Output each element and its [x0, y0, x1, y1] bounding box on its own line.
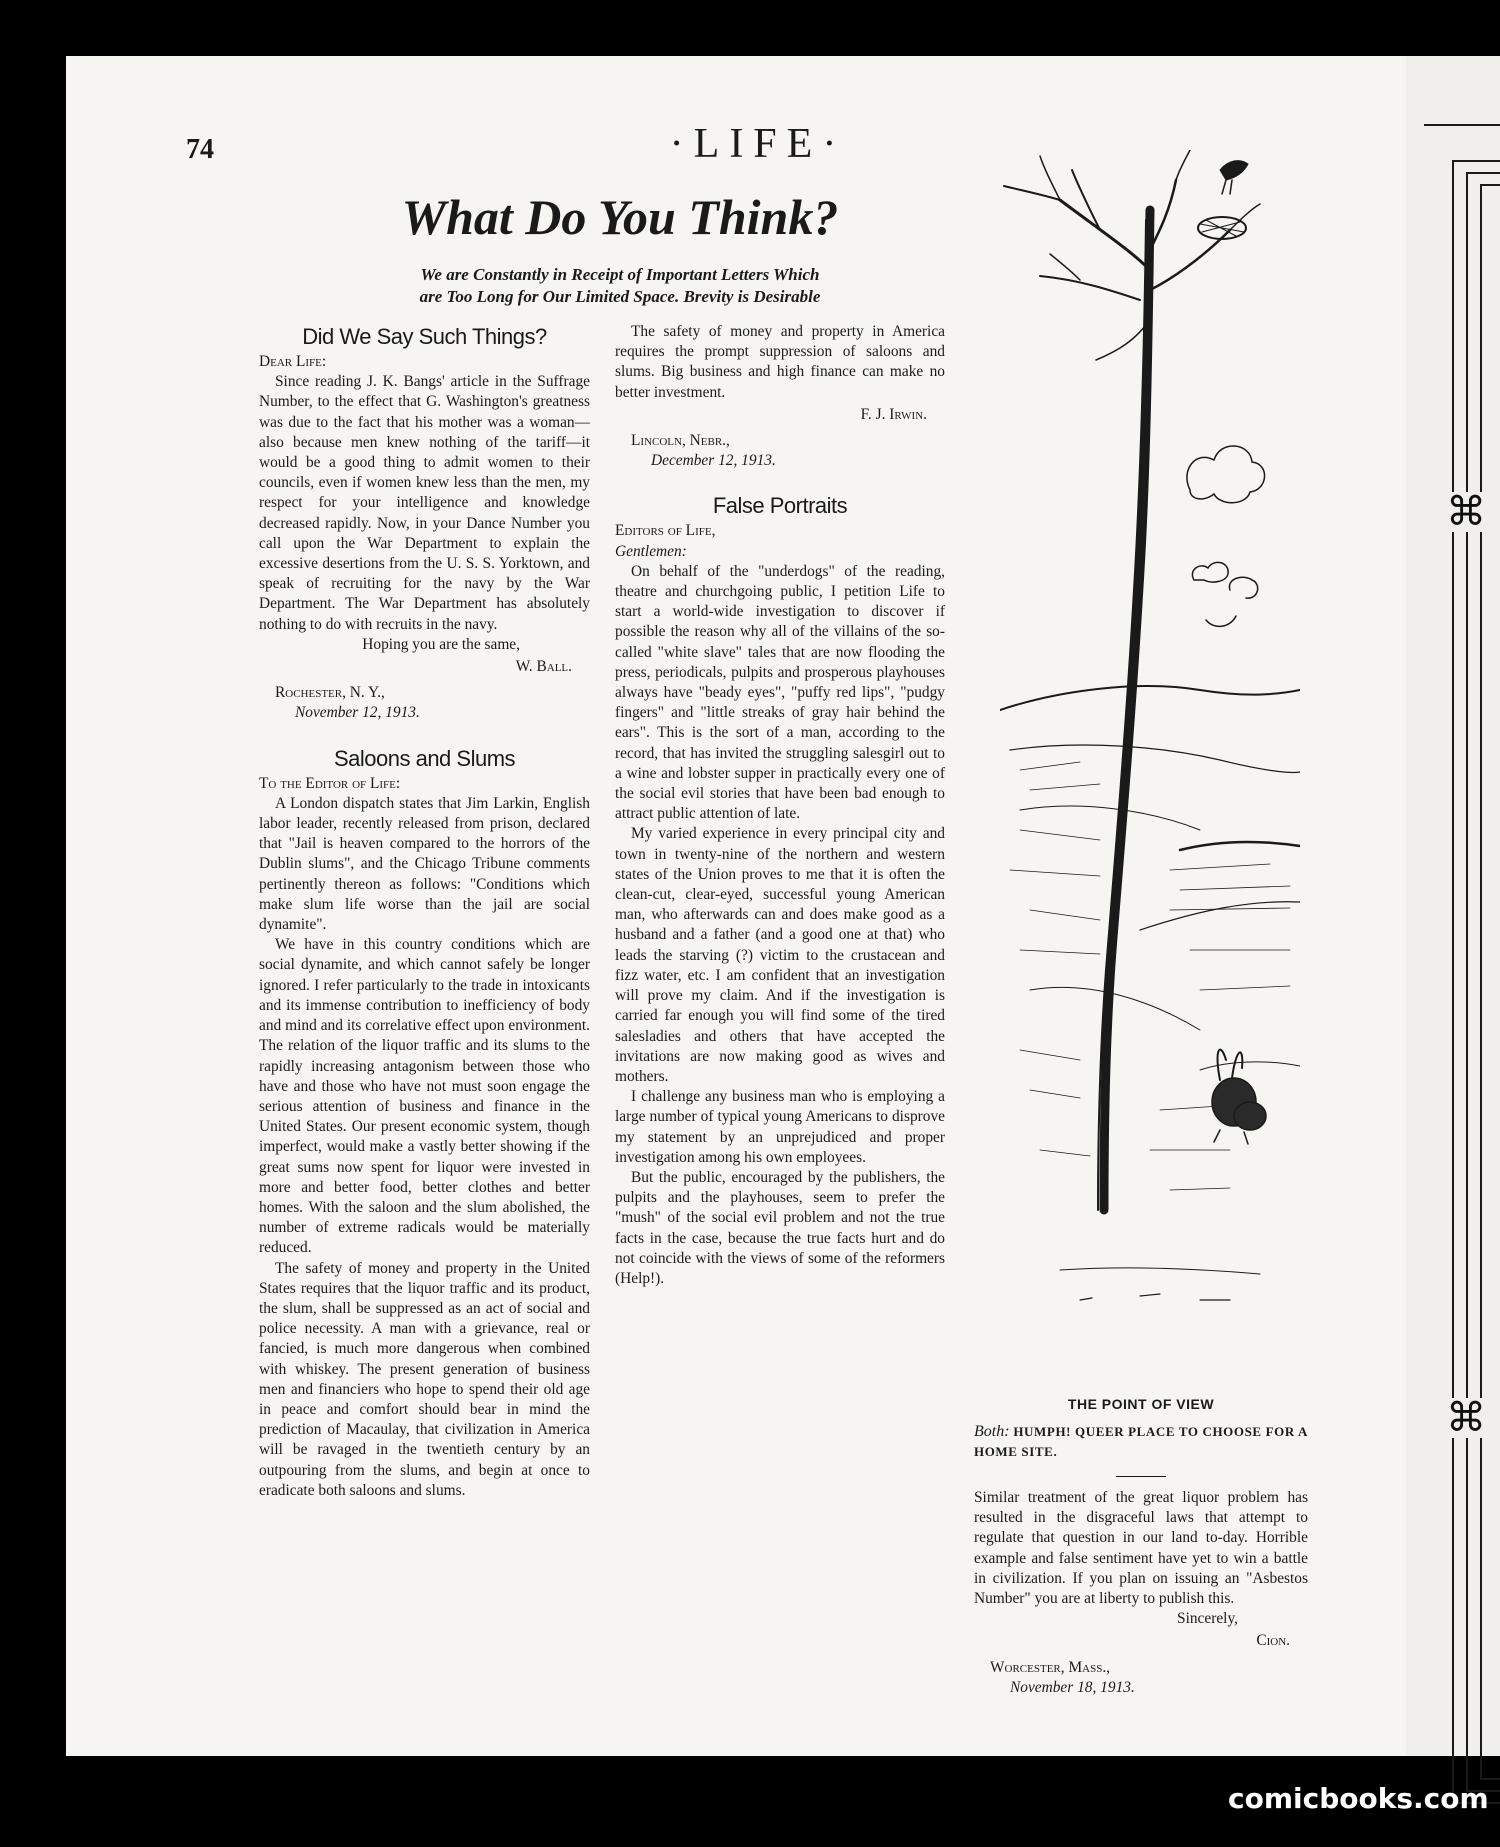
tree-cartoon-illustration: [1000, 150, 1300, 1390]
letter-paragraph: On behalf of the "underdogs" of the reading, theatre and churchgoing public, I petition Life to start a world-wide investigation to discover if possible the reason why all of the villains of the so-called "white slave" tales that are now flooding the press, periodicals, pulpits and prosperous playhouses always have "beady eyes", "puffy red lips", "pudgy fingers" and "little streaks of gray hair behind the ears". This is the sort of a man, according to the record, that has invited the struggling salesgirl out to a wine and lobster supper in practically every one of the social evil stories that have been bad enough to attract public attention of late.: [615, 562, 945, 823]
place: Lincoln, Nebr.,: [631, 432, 730, 450]
signature: Cion.: [1256, 1632, 1290, 1650]
adjacent-page-edge: [1406, 56, 1500, 1756]
decorative-border: [1480, 184, 1500, 1780]
adjacent-page-rule: [1424, 124, 1500, 126]
salutation: Dear Life:: [259, 353, 327, 370]
letter-paragraph: My varied experience in every principal city and town in twenty-nine of the northern and western states of the Union proves to me that it is often the clean-cut, clear-eyed, successful young American man, who afterwards can and does make good as a husband and a father (and a good one at that) who leads the starving (?) victim to the crustacean and fizz water, etc. I am confident that an investigation will prove my claim. And if the investigation is carried far enough you will find some of the tired salesladies and others that have accepted the invitations are now making good as wives and mothers.: [615, 825, 945, 1085]
signature: W. Ball.: [515, 658, 572, 676]
letter-heading: Did We Say Such Things?: [302, 324, 547, 349]
caption-text-block: [974, 1422, 1308, 1462]
subtitle-line: We are Constantly in Receipt of Important Letters Which: [420, 265, 820, 284]
place: Rochester, N. Y.,: [275, 684, 385, 702]
letter-paragraph: We have in this country conditions which are social dynamite, and which cannot safely be longer ignored. I refer particularly to the trade in intoxicants and its immense contribution to inefficiency of body and mind and its correlative effect upon environment. The relation of the liquor traffic and its slums to the rapidly increasing antagonism between those who have and those who have not must soon engage the serious attention of business and finance in the United States. Our present economic system, though imperfect, would make a vastly better showing if the great sums now spent for liquor were invested in more and better food, better clothes and better homes. With the saloon and the slum abolished, the number of extreme radicals would be materially reduced.: [259, 936, 590, 1257]
cartoon-caption: [974, 1396, 1308, 1477]
spacer: [615, 471, 945, 491]
caption-rule: [1116, 1476, 1166, 1477]
salutation: Editors of Life,: [615, 522, 716, 540]
letter-paragraph: A London dispatch states that Jim Larkin, English labor leader, recently released from prison, declared that "Jail is heaven compared to the horrors of the Dublin slums", and the Chicago Tribune comments pertinently thereon as follows: "Conditions which make slum life worse than the jail are social dynamite".: [259, 794, 590, 934]
caption-speaker: Both:: [974, 1423, 1010, 1440]
letter-paragraph: Similar treatment of the great liquor problem has resulted in the disgraceful laws that attempt to regulate that question in our land to-day. Horrible example and false sentiment have yet to win a battle in civilization. If you plan on issuing an "Asbestos Number" you are at liberty to publish this.: [974, 1489, 1308, 1608]
letter-paragraph: The safety of money and property in the United States requires that the liquor traffic and its product, the slum, shall be suppressed as an act of social and police necessity. A man with a grievance, real or fancied, is much more dangerous when combined with whiskey. The present generation of business men and financiers who hope to spend their old age in peace and comfort should bear in mind the prediction of Macaulay, that civilization in America will be ravaged in the twentieth century by an outpouring from the slums, and begin at once to eradicate both saloons and slums.: [259, 1259, 590, 1499]
letter-paragraph: But the public, encouraged by the publishers, the pulpits and the playhouses, seem to prefer the "mush" of the social evil problem and not the true facts in the case, because the true facts hurt and do not coincide with the views of some of the reformers (Help!).: [615, 1168, 945, 1287]
subtitle-line: are Too Long for Our Limited Space. Brevity is Desirable: [419, 287, 821, 306]
letter-paragraph: The safety of money and property in America requires the prompt suppression of saloons and slums. Big business and high finance can make no better investment.: [615, 323, 945, 401]
column-1: [259, 322, 590, 1501]
page-subtitle: [300, 264, 940, 308]
column-3: [974, 1488, 1308, 1698]
closing: Hoping you are the same,: [362, 635, 520, 653]
date: December 12, 1913.: [651, 452, 776, 470]
salutation: Gentlemen:: [615, 542, 687, 560]
watermark: comicbooks.com: [1228, 1782, 1489, 1815]
letter-paragraph: I challenge any business man who is employing a large number of typical young Americans to disprove my statement by an unprejudiced and proper investigation among his own employees.: [615, 1088, 945, 1166]
salutation: To the Editor of Life:: [259, 774, 401, 792]
border-ornament-icon: ⌘: [1446, 492, 1494, 532]
page-number: 74: [186, 134, 214, 165]
caption-title: THE POINT OF VIEW: [1067, 1396, 1215, 1412]
letter-body: Since reading J. K. Bangs' article in the Suffrage Number, to the effect that G. Washington's greatness was due to the fact that his mother was a woman—also because men knew nothing of the tariff—it would be a good thing to admit women to their councils, even if women knew less than the men, my respect for your intelligence and knowledge decreased rapidly. Now, in your Dance Number you call upon the War Department to explain the excessive desertions from the U. S. S. Yorktown, and speak of recruiting for the navy by the War Department. The War Department has absolutely nothing to do with recruits in the navy.: [259, 373, 590, 633]
page-title: What Do You Think?: [401, 189, 839, 245]
border-ornament-icon: ⌘: [1446, 1398, 1494, 1438]
date: November 12, 1913.: [295, 704, 420, 722]
masthead: ·LIFE·: [669, 121, 847, 167]
place: Worcester, Mass.,: [990, 1658, 1111, 1676]
letter-heading: Saloons and Slums: [333, 745, 516, 771]
closing: Sincerely,: [1177, 1610, 1238, 1628]
signature: F. J. Irwin.: [860, 405, 927, 423]
letter-heading: False Portraits: [712, 493, 848, 519]
caption-dialogue: HUMPH! QUEER PLACE TO CHOOSE FOR A HOME SITE.: [974, 1424, 1309, 1459]
date: November 18, 1913.: [1010, 1678, 1135, 1696]
spacer: [259, 724, 590, 744]
column-2: [615, 322, 945, 1289]
